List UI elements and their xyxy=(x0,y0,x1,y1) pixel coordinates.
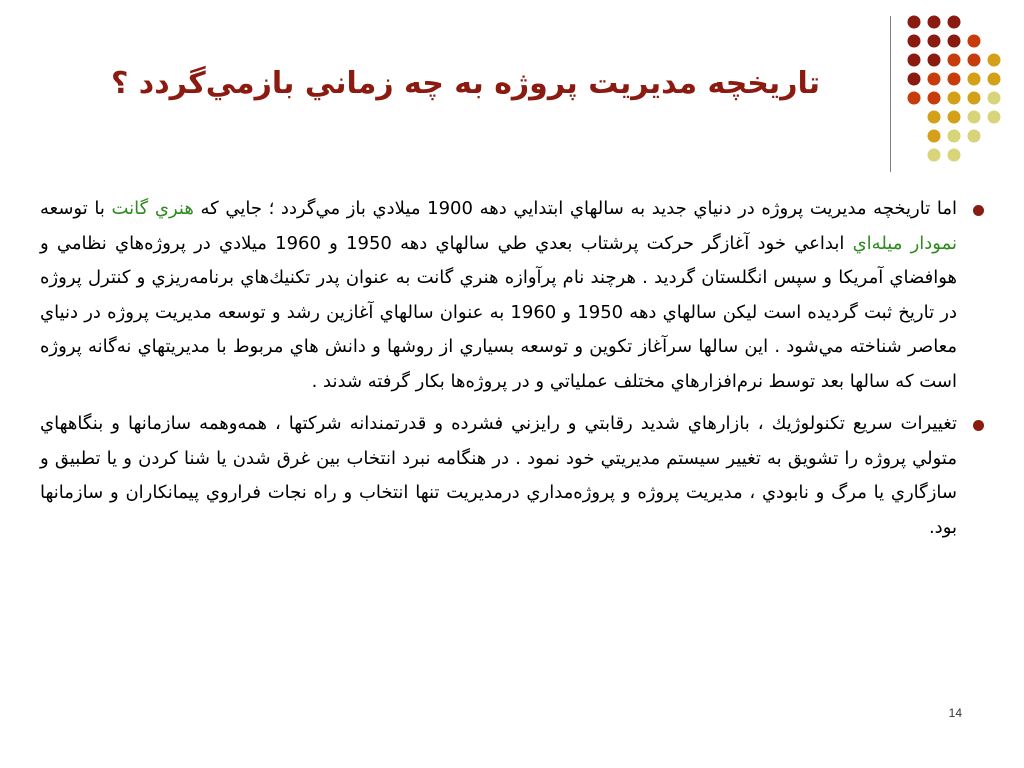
decoration-dot xyxy=(948,92,961,105)
decoration-dot xyxy=(908,54,921,67)
decoration-dot xyxy=(928,92,941,105)
bullet-text: تغييرات سريع تكنولوژيك ، بازارهاي شديد رقابتي و رايزني فشرده و قدرتمندانه شركتها ، همه‌وهمه سازمانها و بنگاههاي متولي پروژه را تشويق به تغيير سيستم مديريتي خود نمود . در هنگامه نبرد انتخاب بين غرق شدن يا شنا كردن و يا تطبيق و سازگاري يا مرگ و نابودي ، مديريت پروژه و پروژه‌مداري درمديريت تنها انتخاب و راه نجات فراروي پيمانكاران و سازمانها بود. xyxy=(40,413,957,538)
bullet-item xyxy=(40,192,990,399)
decoration-dot xyxy=(928,35,941,48)
bullet-marker xyxy=(973,420,984,431)
title-divider xyxy=(890,16,891,172)
decoration-dot xyxy=(908,35,921,48)
decoration-dot xyxy=(968,111,981,124)
slide-body xyxy=(40,192,990,553)
decoration-dot xyxy=(928,54,941,67)
decoration-dot xyxy=(908,73,921,86)
dot-grid-decoration xyxy=(906,14,1006,164)
decoration-dot xyxy=(968,54,981,67)
decoration-dot xyxy=(988,111,1001,124)
decoration-dot xyxy=(988,73,1001,86)
decoration-dot xyxy=(928,149,941,162)
decoration-dot xyxy=(968,35,981,48)
decoration-dot xyxy=(948,54,961,67)
decoration-dot xyxy=(968,73,981,86)
decoration-dot xyxy=(948,73,961,86)
decoration-dot xyxy=(908,16,921,29)
decoration-dot xyxy=(968,130,981,143)
decoration-dot xyxy=(948,149,961,162)
decoration-dot xyxy=(948,16,961,29)
decoration-dot xyxy=(988,92,1001,105)
decoration-dot xyxy=(948,130,961,143)
bullet-text-part: با توسعه xyxy=(40,198,112,219)
highlight-bar-chart: نمودار ميله‌اي xyxy=(852,232,958,254)
bullet-text xyxy=(40,192,957,399)
decoration-dot xyxy=(908,92,921,105)
decoration-dot xyxy=(948,111,961,124)
decoration-dot xyxy=(968,92,981,105)
bullet-text-part: اما تاريخچه مديريت پروژه در دنياي جديد به سالهاي ابتدايي دهه 1900 ميلادي باز مي‌گردد ؛ جايي كه xyxy=(193,198,958,219)
decoration-dot xyxy=(988,54,1001,67)
decoration-dot xyxy=(928,16,941,29)
decoration-dot xyxy=(928,73,941,86)
decoration-dot xyxy=(928,130,941,143)
bullet-text-part: ابداعي خود آغازگر حركت پرشتاب بعدي طي سالهاي دهه 1950 و 1960 ميلادي در پروژه‌هاي نظامي و هوافضاي آمريكا و سپس انگلستان گرديد . هرچند نام پرآوازه هنري گانت به عنوان پدر تكنيك‌هاي برنامه‌ريزي و كنترل پروژه در تاريخ ثبت گرديده است ليكن سالهاي دهه 1950 و 1960 به عنوان سالهاي آغازين رشد و توسعه مديريت پروژه در دنياي معاصر شناخته مي‌شود . اين سالها سرآغاز تكوين و توسعه بسياري از روشها و دانش هاي مربوط با مديريتهاي نه‌گانه پروژه است كه سالها بعد توسط نرم‌افزارهاي مختلف عملياتي و در پروژه‌ها بكار گرفته شدند . xyxy=(40,232,957,392)
highlight-gantt: هنري گانت xyxy=(111,198,194,219)
bullet-marker xyxy=(973,205,984,216)
decoration-dot xyxy=(928,111,941,124)
slide-title: تاريخچه مديريت پروژه به چه زماني بازمي‌گردد ؟ xyxy=(110,66,820,101)
decoration-dot xyxy=(948,35,961,48)
page-number: 14 xyxy=(948,706,962,720)
bullet-item xyxy=(40,407,990,545)
